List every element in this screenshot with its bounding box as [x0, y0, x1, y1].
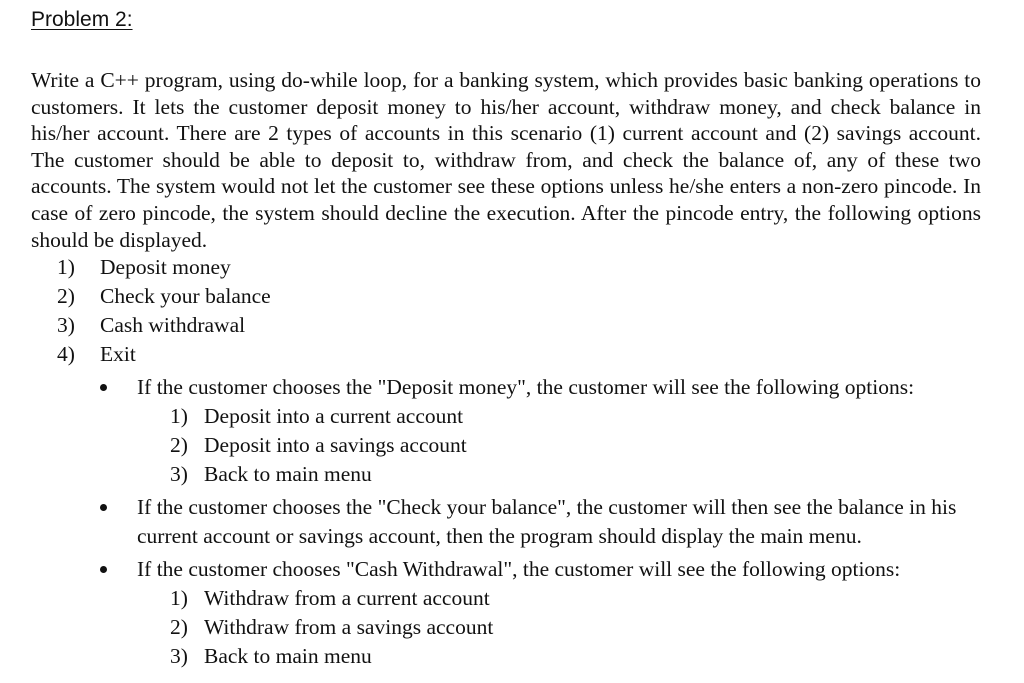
intro-paragraph: Write a C++ program, using do-while loop, for a banking system, which provides basic banking operations to customers. It lets the customer deposit money to his/her account, withdraw money, and check balance in his/her account. There are 2 types of accounts in this scenario (1) current account and (2) savings account. The customer should be able to deposit to, withdraw from, and check the balance of, any of these two accounts. The system would not let the customer see these options unless he/she enters a non-zero pincode. In case of zero pincode, the system should decline the execution. After the pincode entry, the following options should be displayed. — [31, 68, 981, 252]
sub-option-number: 2) — [170, 433, 188, 458]
bullet-text: If the customer chooses "Cash Withdrawal", the customer will see the following options: — [137, 557, 901, 582]
main-option-item — [31, 253, 981, 282]
sub-option-number: 3) — [170, 644, 188, 669]
main-option-item — [31, 282, 981, 311]
sub-option-text: Back to main menu — [204, 462, 372, 487]
option-number: 2) — [57, 284, 75, 309]
deposit-sub-options — [31, 402, 981, 489]
sub-option-text: Back to main menu — [204, 644, 372, 669]
main-option-item — [31, 340, 981, 369]
bullet-dot-icon — [100, 504, 107, 511]
option-text: Deposit money — [100, 255, 231, 280]
sub-option-item — [31, 613, 981, 642]
bullet-item-deposit — [31, 373, 981, 489]
withdrawal-sub-options — [31, 584, 981, 671]
sub-option-number: 2) — [170, 615, 188, 640]
sub-option-item — [31, 402, 981, 431]
sub-option-text: Deposit into a savings account — [204, 433, 467, 458]
bullet-text: If the customer chooses the "Deposit money", the customer will see the following options: — [137, 375, 915, 400]
sub-option-item — [31, 584, 981, 613]
bullet-list — [31, 373, 981, 671]
sub-option-number: 1) — [170, 404, 188, 429]
sub-option-number: 3) — [170, 462, 188, 487]
option-number: 4) — [57, 342, 75, 367]
option-number: 1) — [57, 255, 75, 280]
main-option-item — [31, 311, 981, 340]
sub-option-number: 1) — [170, 586, 188, 611]
problem-heading: Problem 2: — [31, 8, 133, 31]
sub-option-text: Withdraw from a current account — [204, 586, 490, 611]
sub-option-item — [31, 460, 981, 489]
bullet-text: If the customer chooses the "Check your balance", the customer will then see the balance in his current account or savings account, then the program should display the main menu. — [137, 495, 957, 549]
option-text: Exit — [100, 342, 136, 367]
bullet-dot-icon — [100, 384, 107, 391]
option-number: 3) — [57, 313, 75, 338]
sub-option-item — [31, 431, 981, 460]
bullet-dot-icon — [100, 566, 107, 573]
sub-option-text: Deposit into a current account — [204, 404, 464, 429]
bullet-item-withdrawal — [31, 555, 981, 671]
bullet-item-balance — [31, 493, 981, 551]
main-options-list — [31, 253, 981, 369]
problem-body — [31, 67, 981, 671]
sub-option-text: Withdraw from a savings account — [204, 615, 494, 640]
sub-option-item — [31, 642, 981, 671]
option-text: Cash withdrawal — [100, 313, 246, 338]
option-text: Check your balance — [100, 284, 271, 309]
